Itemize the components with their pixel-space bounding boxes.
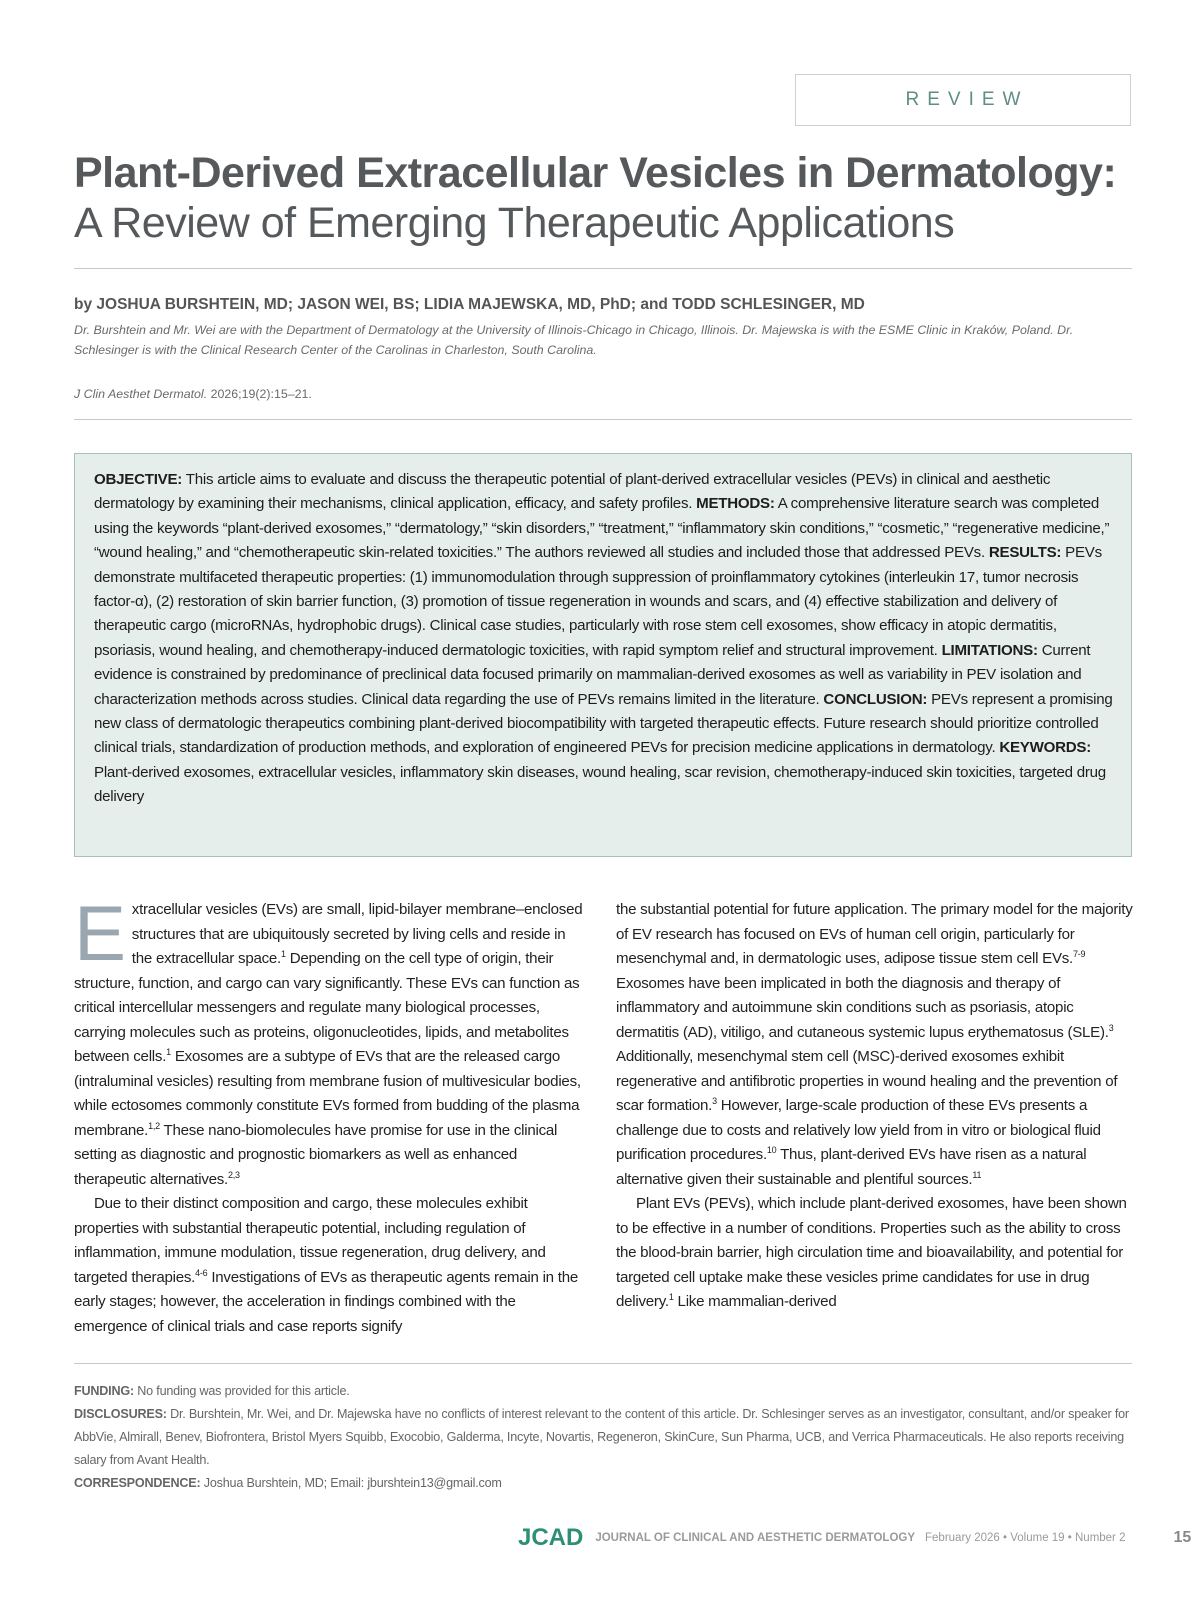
abstract-box: [74, 453, 1132, 857]
methods-text: A comprehensive literature search was completed using the keywords “plant-derived exosomes,” “dermatology,” “skin disorders,” “treatment,” “inflammatory skin conditions,” “cosmetic,” “regenerative medicine,” “wound healing,” and “chemotherapeutic skin-related toxicities.” The authors reviewed all studies and included those that addressed PEVs.: [94, 495, 1110, 562]
p4-text-a: Plant EVs (PEVs), which include plant-derived exosomes, have been shown to be effective in a number of conditions. Properties such as the ability to cross the blood-brain barrier, high circulation time and bioavailability, and potential for targeted cell uptake make these vesicles prime candidates for use in drug delivery.: [616, 1195, 1127, 1310]
p3-text-e: Thus, plant-derived EVs have risen as a natural alternative given their sustainable and plentiful sources.: [616, 1146, 1087, 1188]
affiliations: Dr. Burshtein and Mr. Wei are with the Department of Dermatology at the University of Illinois-Chicago in Chicago, Illinois. Dr. Majewska is with the ESME Clinic in Kraków, Poland. Dr. Schlesinger is with the Clinical Research Center of the Carolinas in Charleston, South Carolina.: [74, 323, 1074, 357]
correspondence-label: CORRESPONDENCE:: [74, 1476, 201, 1490]
conclusion-text: PEVs represent a promising new class of dermatologic therapeutics combining plant-derived biocompatibility with targeted therapeutic effects. Future research should prioritize controlled clinical trials, standardization of production methods, and exploration of engineered PEVs for precision medicine applications in dermatology.: [94, 690, 1113, 757]
methods-label: METHODS:: [696, 495, 775, 513]
body-paragraph-3: [616, 898, 1134, 1192]
byline: by JOSHUA BURSHTEIN, MD; JASON WEI, BS; LIDIA MAJEWSKA, MD, PhD; and TODD SCHLESINGER, MD: [74, 296, 865, 313]
p3-text-d: However, large-scale production of these EVs presents a challenge due to costs and relatively low yield from in vitro or biological fluid purification procedures.: [616, 1097, 1101, 1163]
page-number: 15: [1173, 1529, 1192, 1546]
results-label: RESULTS:: [988, 544, 1062, 562]
objective-label: OBJECTIVE:: [94, 471, 183, 488]
p1-text-b: Depending on the cell type of origin, their structure, function, and cargo can vary significantly. These EVs can function as critical intercellular messengers and regulate many biological processes, carrying molecules such as proteins, oligonucleotides, lipids, and metabolites between cells.: [74, 950, 580, 1065]
title-line-2: A Review of Emerging Therapeutic Applications: [74, 199, 955, 247]
p2-text-b: Investigations of EVs as therapeutic agents remain in the early stages; however, the acceleration in findings combined with the emergence of clinical trials and case reports signify: [74, 1268, 579, 1335]
disclosures-text: Dr. Burshtein, Mr. Wei, and Dr. Majewska have no conflicts of interest relevant to the content of this article. Dr. Schlesinger serves as an investigator, consultant, and/or speaker for AbbVie, Almirall, Benev, Biofrontera, Bristol Myers Squibb, Exocobio, Galderma, Incyte, Novartis, Regeneron, SkinCure, Sun Pharma, UCB, and Verrica Pharmaceuticals. He also reports receiving salary from Avant Health.: [74, 1407, 1129, 1467]
reference[interactable]: 11: [972, 1169, 982, 1180]
p1-text-c: Exosomes are a subtype of EVs that are the released cargo (intraluminal vesicles) resulting from membrane fusion of multivesicular bodies, while ectosomes commonly constitute EVs formed from budding of the plasma membrane.: [74, 1048, 581, 1139]
reference[interactable]: 1: [281, 949, 286, 959]
citation-journal: J Clin Aesthet Dermatol.: [74, 387, 208, 401]
keywords-label: KEYWORDS:: [999, 739, 1092, 757]
p3-text-b: Exosomes have been implicated in both the diagnosis and therapy of inflammatory and autoimmune skin conditions such as psoriasis, atopic dermatitis (AD), vitiligo, and cutaneous systemic lupus erythematosus (SLE).: [616, 974, 1109, 1041]
header-divider: [74, 419, 1132, 420]
funding-label: FUNDING:: [74, 1384, 134, 1398]
section-label: REVIEW: [795, 74, 1131, 126]
objective-text: This article aims to evaluate and discuss the therapeutic potential of plant-derived extracellular vesicles (PEVs) in clinical and aesthetic dermatology by examining their mechanisms, clinical application, efficacy, and safety profiles.: [94, 471, 1051, 513]
citation-details: 2026;19(2):15–21.: [207, 387, 312, 401]
body-column-right: [616, 898, 1134, 1315]
body-paragraph-1: [74, 889, 589, 1192]
results-text: PEVs demonstrate multifaceted therapeutic properties: (1) immunomodulation through suppression of proinflammatory cytokines (interleukin 17, tumor necrosis factor-α), (2) restoration of skin barrier function, (3) promotion of tissue regeneration in wounds and scars, and (4) effective stabilization and delivery of therapeutic cargo (microRNAs, hydrophobic drugs). Clinical case studies, particularly with rose stem cell exosomes, show efficacy in atopic dermatitis, psoriasis, wound healing, and chemotherapy-induced dermatologic toxicities, with rapid symptom relief and structural improvement.: [94, 544, 1102, 659]
body-paragraph-4: [616, 1192, 1134, 1315]
body-column-left: [74, 889, 589, 1339]
p1-text-d: These nano-biomolecules have promise for use in the clinical setting as diagnostic and prognostic biomarkers as well as enhanced therapeutic alternatives.: [74, 1121, 558, 1188]
article-title: [74, 148, 1134, 248]
reference[interactable]: 4-6: [195, 1267, 208, 1278]
reference[interactable]: 10: [766, 1145, 777, 1155]
disclosures-note: [74, 1403, 1134, 1472]
reference[interactable]: 7-9: [1073, 949, 1086, 959]
reference[interactable]: 2,3: [228, 1169, 240, 1180]
journal-logo: JCAD: [518, 1524, 584, 1551]
reference[interactable]: 3: [712, 1096, 717, 1106]
limitations-text: Current evidence is constrained by predominance of preclinical data focused primarily on mammalian-derived exosomes as well as variability in PEV isolation and characterization methods across studies. Clinical data regarding the use of PEVs remains limited in the literature.: [94, 641, 1091, 708]
funding-text: No funding was provided for this article.: [133, 1384, 350, 1398]
reference[interactable]: 1: [166, 1047, 171, 1057]
issue-info: February 2026 • Volume 19 • Number 2: [925, 1532, 1126, 1544]
p3-text-c: Additionally, mesenchymal stem cell (MSC)-derived exosomes exhibit regenerative and antifibrotic properties in wound healing and the prevention of scar formation.: [616, 1048, 1118, 1114]
reference[interactable]: 1: [668, 1292, 674, 1302]
citation: [74, 387, 312, 401]
reference[interactable]: 1,2: [148, 1120, 160, 1131]
title-divider: [74, 268, 1132, 269]
p1-text-a: xtracellular vesicles (EVs) are small, lipid-bilayer membrane–enclosed structures that are ubiquitously secreted by living cells and reside in the extracellular space.: [131, 901, 583, 967]
journal-name: JOURNAL OF CLINICAL AND AESTHETIC DERMATOLOGY: [595, 1532, 916, 1544]
correspondence-text[interactable]: Joshua Burshtein, MD; Email: jburshtein13@gmail.com: [200, 1476, 502, 1490]
reference[interactable]: 3: [1108, 1022, 1114, 1033]
disclosures-label: DISCLOSURES:: [74, 1407, 167, 1421]
correspondence-note: [74, 1472, 1134, 1495]
drop-cap: E: [74, 889, 126, 977]
page-footer: [518, 1520, 1192, 1556]
footnotes: [74, 1380, 1134, 1495]
p2-text-a: Due to their distinct composition and cargo, these molecules exhibit properties with substantial therapeutic potential, including regulation of inflammation, immune modulation, tissue regeneration, drug delivery, and targeted therapies.: [74, 1195, 546, 1286]
title-line-1: Plant-Derived Extracellular Vesicles in Dermatology:: [74, 149, 1117, 197]
limitations-label: LIMITATIONS:: [941, 641, 1038, 659]
keywords-text: Plant-derived exosomes, extracellular vesicles, inflammatory skin diseases, wound healing, scar revision, chemotherapy-induced skin toxicities, targeted drug delivery: [94, 763, 1106, 806]
body-paragraph-2: [74, 1192, 589, 1339]
p3-text-a: the substantial potential for future application. The primary model for the majority of EV research has focused on EVs of human cell origin, particularly for mesenchymal and, in dermatologic uses, adipose tissue stem cell EVs.: [616, 901, 1133, 967]
p4-text-b: Like mammalian-derived: [673, 1293, 837, 1310]
conclusion-label: CONCLUSION:: [823, 690, 928, 708]
footnote-divider: [74, 1363, 1132, 1364]
funding-note: [74, 1380, 1134, 1403]
